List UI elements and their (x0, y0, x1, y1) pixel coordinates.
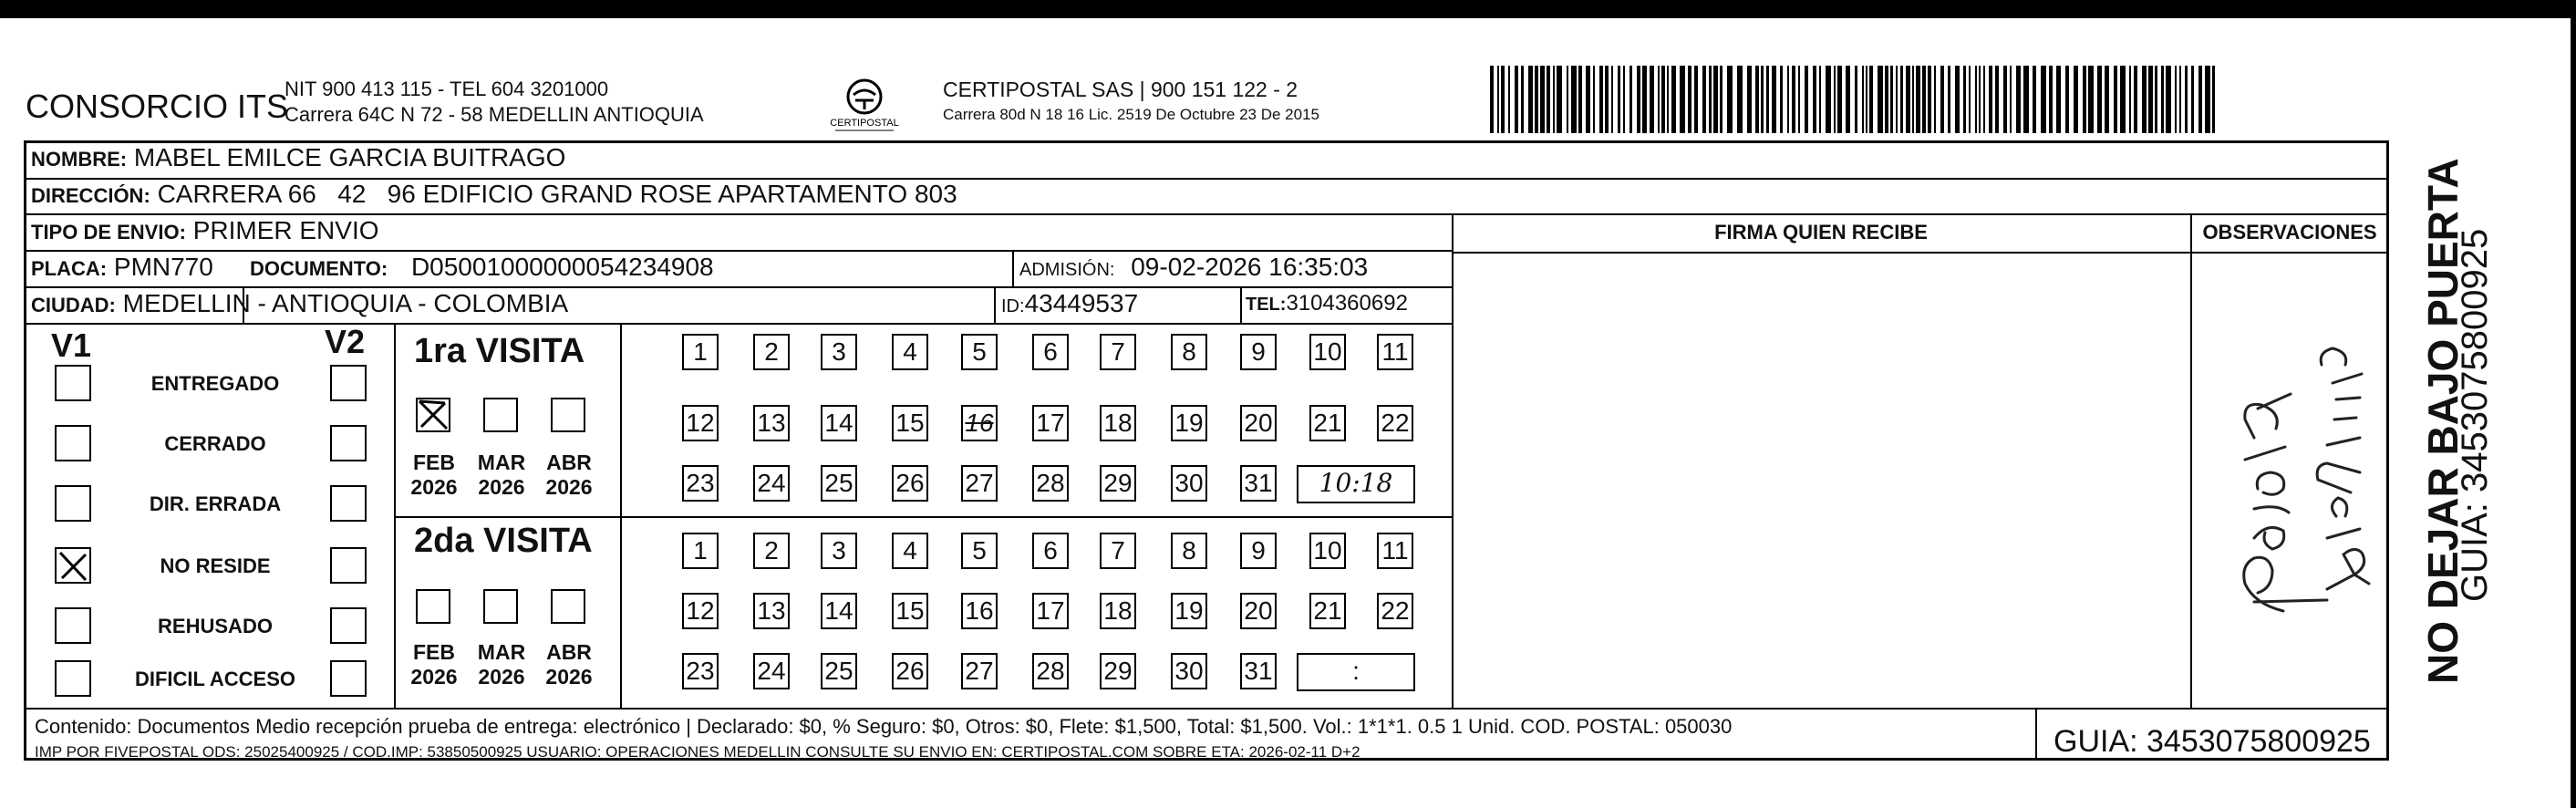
day-box[interactable]: 23 (682, 465, 719, 502)
v1-checkbox[interactable] (55, 485, 91, 522)
day-box[interactable]: 14 (821, 405, 857, 441)
day-box[interactable]: 26 (892, 653, 928, 689)
day-box[interactable]: 3 (821, 533, 857, 569)
v1-checkbox[interactable] (55, 660, 91, 697)
day-box[interactable]: 30 (1171, 653, 1207, 689)
day-box[interactable]: 13 (753, 405, 790, 441)
ciudad-label: CIUDAD: (31, 294, 116, 316)
day-box[interactable]: 28 (1032, 653, 1069, 689)
id-label: ID: (1001, 296, 1025, 316)
v2-checkbox[interactable] (330, 425, 367, 461)
placa-field (31, 253, 213, 282)
day-box[interactable]: 12 (682, 593, 719, 629)
month-label: MAR 2026 (477, 640, 526, 689)
col-line (994, 286, 996, 323)
day-box[interactable]: 26 (892, 465, 928, 502)
row-line (394, 516, 1452, 518)
ciudad-value: MEDELLIN - ANTIOQUIA - COLOMBIA (122, 289, 569, 317)
day-box[interactable]: 4 (892, 334, 928, 370)
direccion-value: CARRERA 66 42 96 EDIFICIO GRAND ROSE APARTAMENTO 803 (157, 180, 957, 208)
nombre-field (31, 143, 565, 172)
v1-checkbox[interactable] (55, 607, 91, 644)
day-box[interactable]: 12 (682, 405, 719, 441)
day-box[interactable]: 31 (1240, 653, 1277, 689)
tipo-envio-label: TIPO DE ENVIO: (31, 221, 186, 243)
day-box[interactable]: 17 (1032, 405, 1069, 441)
col-line (1012, 250, 1014, 286)
month-label: ABR 2026 (545, 451, 593, 499)
status-label: REHUSADO (158, 615, 273, 637)
day-box[interactable]: 27 (961, 653, 998, 689)
direccion-label: DIRECCIÓN: (31, 184, 150, 207)
month-label: MAR 2026 (477, 451, 526, 499)
month-checkbox[interactable] (483, 589, 518, 624)
ciudad-field (31, 289, 568, 318)
day-box[interactable]: 6 (1032, 533, 1069, 569)
day-box[interactable]: 9 (1240, 334, 1277, 370)
address-line: Carrera 64C N 72 - 58 MEDELLIN ANTIOQUIA (284, 103, 704, 126)
day-box[interactable]: 15 (892, 593, 928, 629)
firma-header: FIRMA QUIEN RECIBE (1714, 221, 1928, 243)
day-box[interactable]: 13 (753, 593, 790, 629)
day-box[interactable]: 9 (1240, 533, 1277, 569)
status-label: DIFICIL ACCESO (134, 668, 295, 690)
day-box[interactable]: 2 (753, 334, 790, 370)
status-label: CERRADO (164, 432, 266, 455)
status-label: NO RESIDE (160, 554, 271, 577)
placa-label: PLACA: (31, 257, 108, 280)
month-checkbox[interactable] (416, 589, 450, 624)
scan-right-border (2571, 18, 2576, 808)
time-box[interactable]: : (1297, 653, 1415, 691)
row-line (24, 708, 2389, 710)
direccion-field (31, 180, 957, 209)
nombre-value: MABEL EMILCE GARCIA BUITRAGO (133, 143, 566, 171)
row-line (24, 286, 1452, 288)
day-box[interactable]: 4 (892, 533, 928, 569)
day-box[interactable]: 21 (1309, 593, 1346, 629)
v1-checkbox[interactable] (55, 425, 91, 461)
v1-checkbox[interactable] (55, 365, 91, 401)
tipo-envio-value: PRIMER ENVIO (192, 216, 379, 244)
month-label: ABR 2026 (545, 640, 593, 689)
no-dejar-bajo-puerta: NO DEJAR BAJO PUERTA (2419, 158, 2467, 684)
day-box[interactable]: 16 (961, 593, 998, 629)
day-box[interactable]: 15 (892, 405, 928, 441)
barcode (1490, 66, 2219, 133)
day-box[interactable]: 2 (753, 533, 790, 569)
day-box[interactable]: 25 (821, 653, 857, 689)
day-box[interactable]: 19 (1171, 405, 1207, 441)
col-line (1452, 213, 1454, 708)
day-box[interactable]: 5 (961, 334, 998, 370)
id-value: 43449537 (1024, 289, 1139, 317)
col-line (2035, 708, 2037, 761)
tel-label: TEL: (1246, 295, 1287, 315)
status-label: DIR. ERRADA (149, 492, 282, 515)
day-box[interactable]: 1 (682, 533, 719, 569)
day-box[interactable]: 24 (753, 465, 790, 502)
month-checkbox[interactable] (416, 398, 450, 432)
time-box[interactable]: 10:18 (1297, 465, 1415, 503)
day-box[interactable]: 29 (1100, 653, 1136, 689)
status-label: ENTREGADO (150, 372, 280, 395)
company-info (284, 77, 704, 128)
documento-label: DOCUMENTO: (250, 257, 388, 280)
license-line: Carrera 80d N 18 16 Lic. 2519 De Octubre 23 De 2015 (943, 106, 1319, 123)
day-box[interactable]: 24 (753, 653, 790, 689)
visit2-title: 2da VISITA (414, 522, 593, 560)
certipostal-logo (819, 73, 910, 133)
col-line (2190, 213, 2192, 708)
day-box[interactable]: 27 (961, 465, 998, 502)
col-line (1240, 286, 1242, 323)
v2-checkbox[interactable] (330, 547, 367, 584)
month-checkbox[interactable] (551, 589, 585, 624)
v1-checkbox[interactable] (55, 547, 91, 584)
day-box[interactable]: 17 (1032, 593, 1069, 629)
nombre-label: NOMBRE: (31, 148, 128, 171)
day-box[interactable]: 11 (1377, 533, 1413, 569)
imp-line: IMP POR FIVEPOSTAL ODS: 25025400925 / COD.IMP: 53850500925 USUARIO: OPERACIONES MEDELLIN CONSULTE SU ENVIO EN: CERTIPOSTAL.COM SOBRE ETA: 2026-02-11 D+2 (35, 743, 1360, 761)
day-box[interactable]: 20 (1240, 593, 1277, 629)
brand-name: CONSORCIO ITS (26, 88, 289, 125)
day-box[interactable]: 8 (1171, 533, 1207, 569)
visit1-title: 1ra VISITA (414, 332, 585, 370)
v1-header: V1 (51, 326, 92, 364)
tipo-envio-field (31, 216, 379, 245)
day-box[interactable]: 7 (1100, 334, 1136, 370)
day-box[interactable]: 18 (1100, 405, 1136, 441)
admision-value: 09-02-2026 16:35:03 (1131, 253, 1369, 281)
day-box[interactable]: 22 (1377, 405, 1413, 441)
row-line (24, 323, 1452, 325)
month-label: FEB 2026 (410, 640, 458, 689)
guia-number: GUIA: 3453075800925 (2054, 724, 2371, 759)
id-field (1001, 289, 1138, 318)
placa-value: PMN770 (113, 253, 213, 281)
col-line (620, 323, 622, 708)
nit-line: NIT 900 413 115 - TEL 604 3201000 (284, 78, 609, 100)
contenido-line: Contenido: Documentos Medio recepción prueba de entrega: electrónico | Declarado: $0, % Seguro: $0, Otros: $0, Flete: $1,500, Total: $1,500. Vol.: 1*1*1. 0.5 1 Unid. COD. POSTAL: 050030 (35, 715, 1733, 738)
v2-checkbox[interactable] (330, 485, 367, 522)
row-line (24, 250, 1452, 252)
observaciones-header: OBSERVACIONES (2202, 221, 2377, 243)
day-box[interactable]: 22 (1377, 593, 1413, 629)
day-box[interactable]: 18 (1100, 593, 1136, 629)
admision-field (1019, 253, 1368, 282)
day-box[interactable]: 7 (1100, 533, 1136, 569)
day-box[interactable]: 10 (1309, 533, 1346, 569)
day-box[interactable]: 31 (1240, 465, 1277, 502)
v2-checkbox[interactable] (330, 660, 367, 697)
day-box[interactable]: 14 (821, 593, 857, 629)
day-box[interactable]: 1 (682, 334, 719, 370)
day-box[interactable]: 8 (1171, 334, 1207, 370)
day-box[interactable]: 10 (1309, 334, 1346, 370)
svg-text:CERTIPOSTAL: CERTIPOSTAL (830, 118, 899, 129)
tel-value: 3104360692 (1286, 291, 1408, 316)
side-guia: GUIA: 3453075800925 (2455, 228, 2495, 602)
row-line (24, 213, 2389, 215)
v2-header: V2 (325, 323, 366, 360)
day-box[interactable]: 20 (1240, 405, 1277, 441)
certipostal-line: CERTIPOSTAL SAS | 900 151 122 - 2 (943, 78, 1298, 101)
certipostal-info (943, 77, 1319, 128)
v2-checkbox[interactable] (330, 607, 367, 644)
documento-value: D05001000000054234908 (410, 253, 714, 281)
month-checkbox[interactable] (483, 398, 518, 432)
day-box[interactable]: 5 (961, 533, 998, 569)
day-box[interactable]: 21 (1309, 405, 1346, 441)
day-box[interactable]: 16 (961, 405, 998, 441)
v2-checkbox[interactable] (330, 365, 367, 401)
month-checkbox[interactable] (551, 398, 585, 432)
row-line (1452, 252, 2389, 254)
month-label: FEB 2026 (410, 451, 458, 499)
day-box[interactable]: 30 (1171, 465, 1207, 502)
day-box[interactable]: 23 (682, 653, 719, 689)
day-box[interactable]: 25 (821, 465, 857, 502)
day-box[interactable]: 19 (1171, 593, 1207, 629)
scan-top-border (0, 0, 2576, 18)
handwritten-observation (2199, 310, 2382, 666)
day-box[interactable]: 28 (1032, 465, 1069, 502)
day-box[interactable]: 6 (1032, 334, 1069, 370)
day-box[interactable]: 11 (1377, 334, 1413, 370)
col-line (394, 323, 396, 708)
tel-field (1246, 291, 1408, 316)
day-box[interactable]: 3 (821, 334, 857, 370)
day-box[interactable]: 29 (1100, 465, 1136, 502)
documento-field (250, 253, 714, 282)
admision-label: ADMISIÓN: (1019, 260, 1115, 280)
